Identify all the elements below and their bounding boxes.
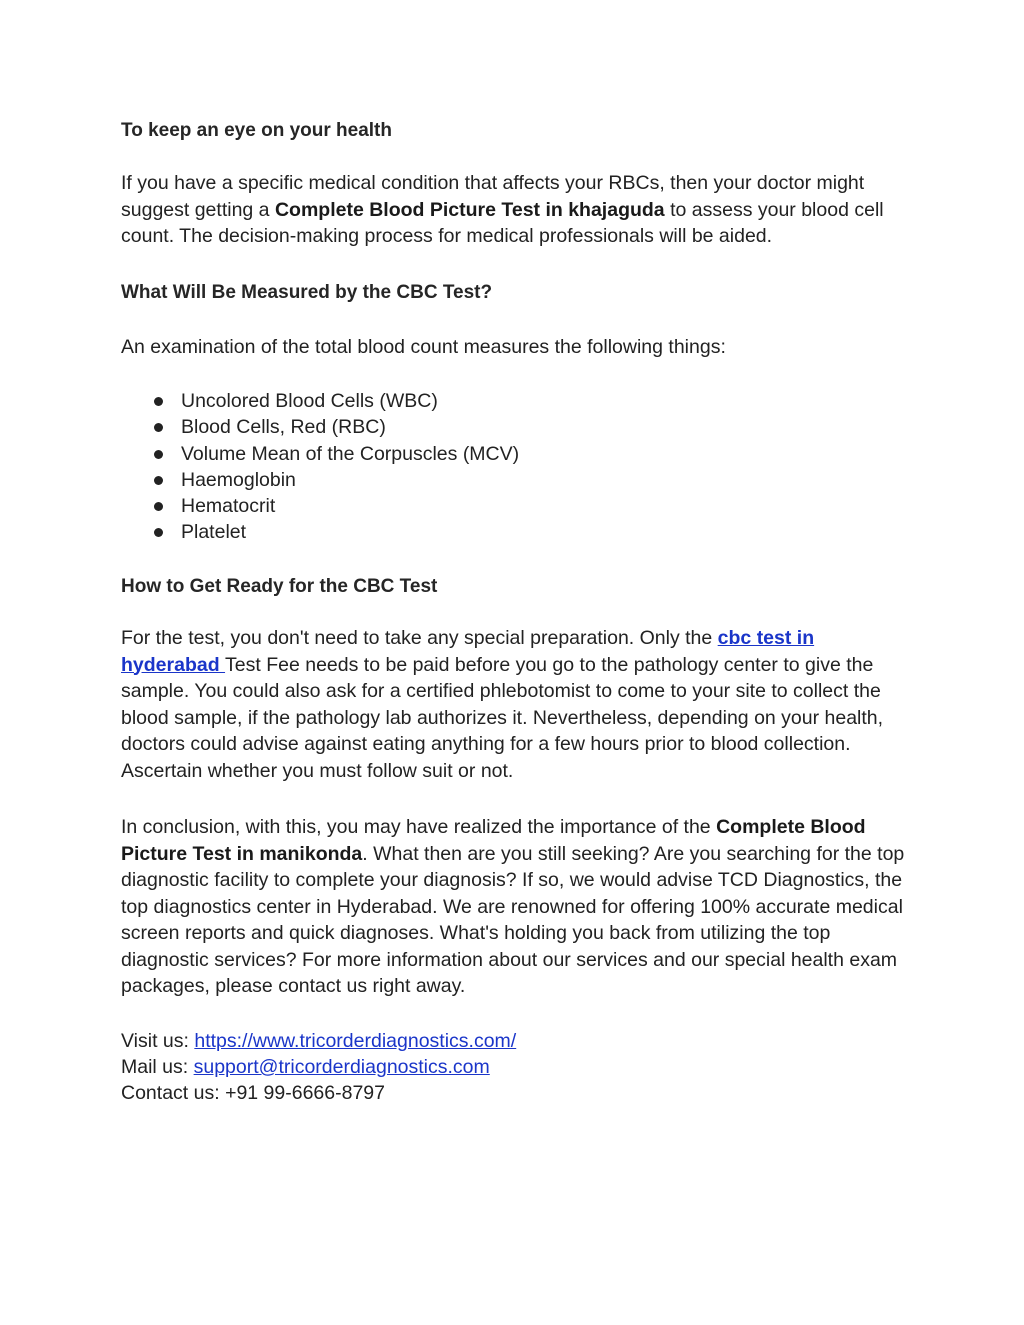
visit-label: Visit us: [121, 1030, 195, 1052]
list-item-label: Blood Cells, Red (RBC) [181, 416, 386, 439]
paragraph-text: In conclusion, with this, you may have realized the importance of the [121, 816, 717, 838]
bullet-icon [154, 423, 163, 432]
paragraph-examination-intro: An examination of the total blood count measures the following things: [121, 336, 726, 358]
list-item [121, 414, 519, 440]
list-item-label: Platelet [181, 521, 247, 544]
paragraph-text: Test Fee needs to be paid before you go to the pathology center to give the sample. You could also ask for a certified phlebotomist to come to your site to collect the blood sample, if the pathology lab authorizes it. Nevertheless, depending on your health, doctors could advise against eating anything for a few hours prior to blood collection. Ascertain whether you must follow suit or not. [121, 653, 884, 782]
paragraph-text: If you have a specific medical condition that affects your RBCs, then your doctor might suggest getting a [121, 172, 865, 221]
list-item-label: Hematocrit [181, 495, 276, 518]
bullet-icon [154, 397, 163, 406]
paragraph-text: For the test, you don't need to take any special preparation. Only the [121, 627, 718, 649]
list-item [121, 441, 519, 467]
phone-label: Contact us: [121, 1082, 226, 1104]
website-link[interactable]: https://www.tricorderdiagnostics.com/ [194, 1030, 517, 1052]
mail-label: Mail us: [121, 1056, 194, 1078]
phone-line [121, 1080, 385, 1107]
paragraph-text: to assess your blood cell count. The decision-making process for medical professionals will be aided. [121, 198, 884, 247]
list-item-label: Uncolored Blood Cells (WBC) [181, 390, 438, 412]
heading-keep-an-eye: To keep an eye on your health [121, 120, 392, 141]
cbc-test-hyderabad-link[interactable]: cbc test in hyderabad [121, 627, 815, 676]
list-item-label: Volume Mean of the Corpuscles (MCV) [181, 442, 520, 465]
list-item [121, 388, 519, 414]
bullet-icon [154, 476, 163, 485]
paragraph-text: . What then are you still seeking? Are you searching for the top diagnostic facility to complete your diagnosis? If so, we would advise TCD Diagnostics, the top diagnostics center in Hyderabad. We are renowned for offering 100% accurate medical screen reports and quick diagnoses. What's holding you back from utilizing the top diagnostic services? For more information about our services and our special health exam packages, please contact us right away. [121, 842, 905, 997]
list-item [121, 519, 519, 545]
mail-line [121, 1054, 490, 1081]
list-item-label: Haemoglobin [181, 468, 296, 491]
bullet-icon [154, 502, 163, 511]
heading-get-ready: How to Get Ready for the CBC Test [121, 576, 438, 597]
bold-keyword-manikonda: Complete Blood Picture Test in manikonda [121, 816, 866, 865]
paragraph-specific-condition [121, 170, 911, 250]
measured-items-list [121, 388, 519, 546]
heading-what-measured: What Will Be Measured by the CBC Test? [121, 282, 493, 303]
list-item [121, 467, 519, 493]
bullet-icon [154, 450, 163, 459]
visit-line [121, 1028, 516, 1055]
phone-number: +91 99-6666-8797 [225, 1082, 385, 1104]
email-link[interactable]: support@tricorderdiagnostics.com [193, 1056, 490, 1078]
paragraph-conclusion [121, 814, 911, 1000]
list-item [121, 493, 519, 519]
bullet-icon [154, 528, 163, 537]
paragraph-preparation [121, 625, 911, 784]
bold-keyword-khajaguda: Complete Blood Picture Test in khajaguda [274, 198, 665, 221]
